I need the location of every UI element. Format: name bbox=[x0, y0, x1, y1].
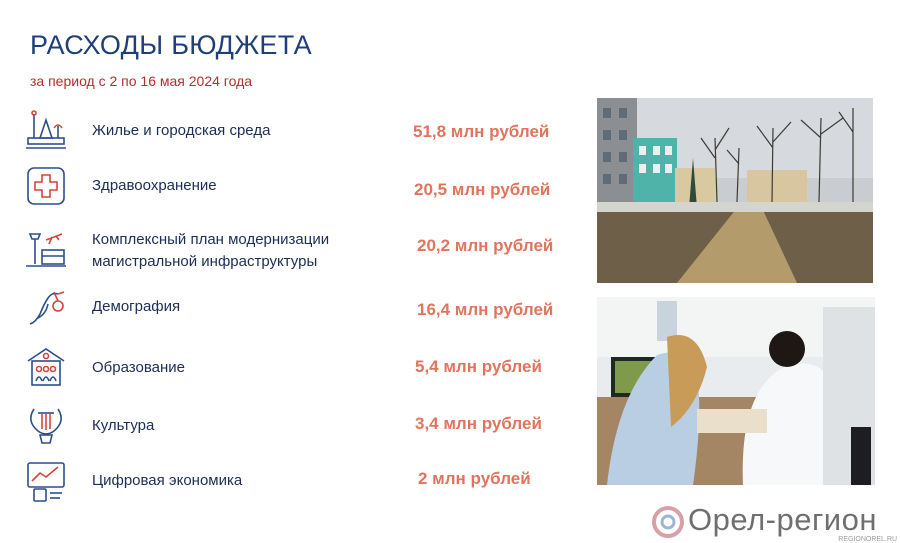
item-amount: 51,8 млн рублей bbox=[413, 122, 550, 141]
item-label-line: Комплексный план модернизации bbox=[92, 231, 330, 248]
item-label-line: Цифровая экономика bbox=[92, 472, 243, 489]
watermark-site-text: REGIONOREL.RU bbox=[838, 536, 897, 543]
period-subtitle: за период с 2 по 16 мая 2024 года bbox=[30, 73, 253, 89]
budget-item-housing bbox=[0, 108, 590, 158]
item-label-line: Образование bbox=[92, 359, 185, 376]
stork-demography-icon bbox=[24, 286, 68, 330]
healthcare-cross-icon bbox=[24, 164, 68, 208]
digital-economy-icon bbox=[24, 459, 68, 503]
lyre-culture-icon bbox=[24, 403, 68, 447]
item-amount: 16,4 млн рублей bbox=[417, 300, 554, 319]
regionorel-watermark-logo bbox=[652, 502, 897, 543]
item-label-line: Демография bbox=[92, 298, 181, 315]
item-label-line: Культура bbox=[92, 417, 155, 434]
item-amount: 2 млн рублей bbox=[418, 469, 531, 488]
medical-office-photo bbox=[597, 297, 875, 485]
budget-item-digital-economy bbox=[0, 459, 590, 509]
budget-item-healthcare bbox=[0, 164, 590, 214]
budget-item-education bbox=[0, 345, 590, 395]
infrastructure-airport-icon bbox=[24, 226, 68, 270]
item-amount: 20,2 млн рублей bbox=[417, 236, 554, 255]
park-alley-renovation-photo bbox=[597, 98, 873, 283]
budget-item-demography bbox=[0, 286, 590, 336]
budget-item-culture bbox=[0, 403, 590, 453]
budget-item-infrastructure bbox=[0, 226, 590, 276]
city-environment-icon bbox=[24, 108, 68, 152]
item-label-line: магистральной инфраструктуры bbox=[92, 253, 318, 270]
item-amount: 3,4 млн рублей bbox=[415, 414, 542, 433]
item-label-line: Жилье и городская среда bbox=[92, 122, 271, 139]
watermark-brand-text: Орел-регион bbox=[688, 502, 877, 537]
school-education-icon bbox=[24, 345, 68, 389]
item-amount: 20,5 млн рублей bbox=[414, 180, 551, 199]
regionorel-logo-icon bbox=[652, 506, 684, 538]
item-amount: 5,4 млн рублей bbox=[415, 357, 542, 376]
item-label-line: Здравоохранение bbox=[92, 177, 217, 194]
page-title: РАСХОДЫ БЮДЖЕТА bbox=[30, 30, 312, 60]
